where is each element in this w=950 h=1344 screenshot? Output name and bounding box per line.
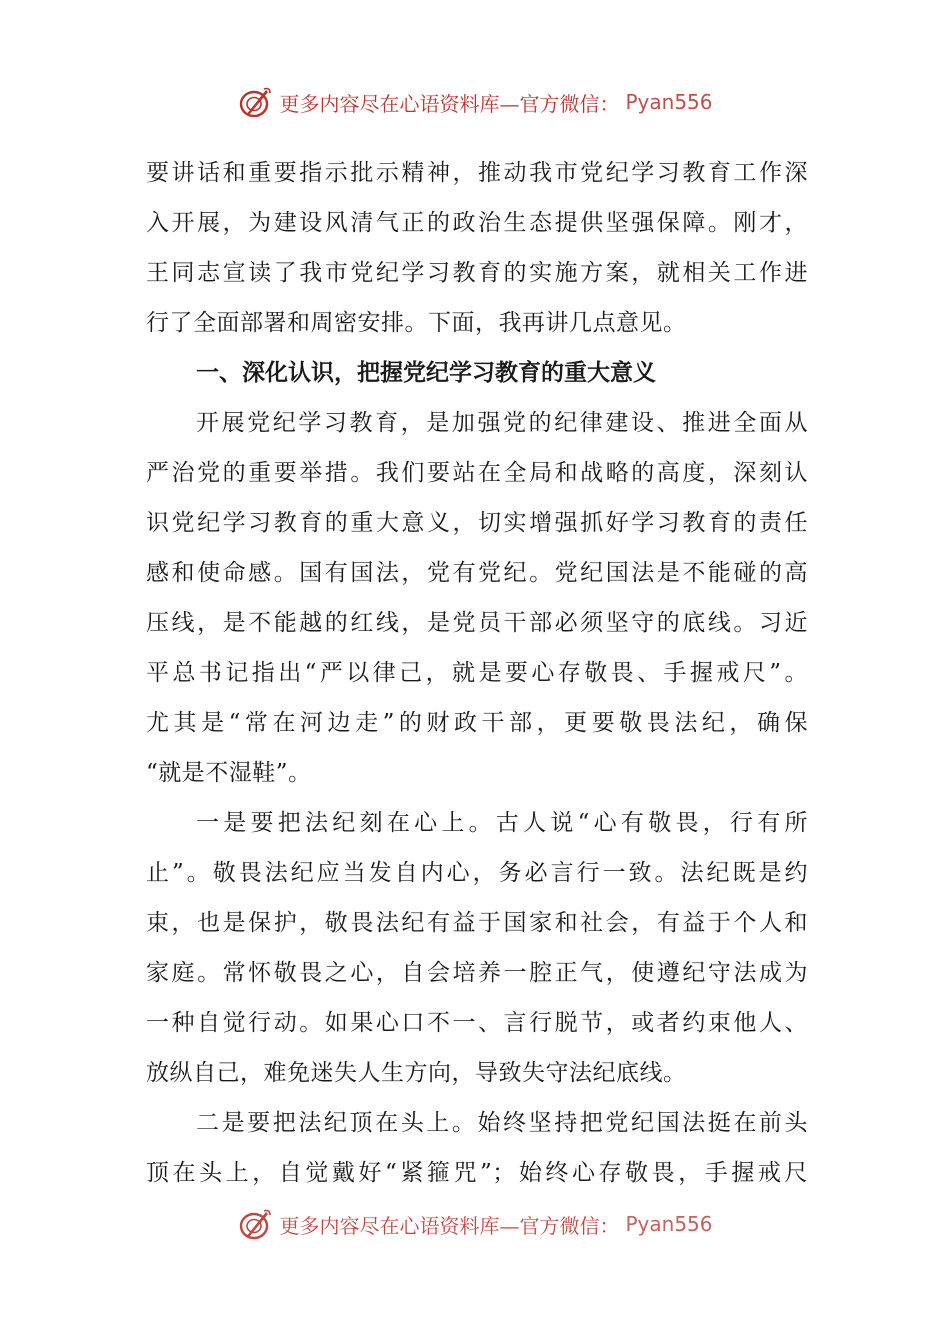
watermark-wechat-id: Pyan556 — [625, 90, 713, 114]
text-line: 二是要把法纪顶在头上。始终坚持把党纪国法挺在前头 — [196, 1110, 808, 1136]
section-heading — [146, 348, 808, 398]
paragraph — [146, 398, 808, 798]
text-line: 压线，是不能越的红线，是党员干部必须坚守的底线。习近 — [146, 610, 808, 636]
text-line: 行了全面部署和周密安排。下面，我再讲几点意见。 — [146, 310, 687, 336]
text-line: 止”。敬畏法纪应当发自内心，务必言行一致。法纪既是约 — [146, 860, 808, 886]
text-line: 王同志宣读了我市党纪学习教育的实施方案，就相关工作进 — [146, 260, 808, 286]
text-line: 开展党纪学习教育，是加强党的纪律建设、推进全面从 — [196, 410, 808, 436]
text-line: 入开展，为建设风清气正的政治生态提供坚强保障。刚才， — [146, 210, 808, 236]
paragraph — [146, 798, 808, 1098]
text-line: 严治党的重要举措。我们要站在全局和战略的高度，深刻认 — [146, 460, 808, 486]
text-line: 感和使命感。国有国法，党有党纪。党纪国法是不能碰的高 — [146, 560, 808, 586]
watermark-text: 更多内容尽在心语资料库—官方微信： — [279, 1213, 620, 1238]
text-line: 一种自觉行动。如果心口不一、言行脱节，或者约束他人、 — [146, 1010, 808, 1036]
watermark-text: 更多内容尽在心语资料库—官方微信： — [279, 91, 620, 116]
document-body — [146, 148, 808, 1198]
text-line: 放纵自己，难免迷失人生方向，导致失守法纪底线。 — [146, 1060, 687, 1086]
watermark-banner-top — [0, 84, 950, 120]
text-line: 一是要把法纪刻在心上。古人说“心有敬畏，行有所 — [196, 810, 808, 836]
paragraph — [146, 1098, 808, 1198]
watermark-wechat-id: Pyan556 — [625, 1212, 713, 1236]
text-line: 平总书记指出“严以律己，就是要心存敬畏、手握戒尺”。 — [146, 660, 808, 686]
text-line: 识党纪学习教育的重大意义，切实增强抓好学习教育的责任 — [146, 510, 808, 536]
text-line: 顶在头上，自觉戴好“紧箍咒”；始终心存敬畏，手握戒尺 — [146, 1160, 808, 1186]
text-line: 尤其是“常在河边走”的财政干部，更要敬畏法纪，确保 — [146, 710, 808, 736]
quill-logo-icon — [237, 1206, 273, 1242]
text-line: 一、深化认识，把握党纪学习教育的重大意义 — [196, 360, 656, 386]
text-line: 束，也是保护，敬畏法纪有益于国家和社会，有益于个人和 — [146, 910, 808, 936]
text-line: 家庭。常怀敬畏之心，自会培养一腔正气，使遵纪守法成为 — [146, 960, 808, 986]
text-line: 要讲话和重要指示批示精神，推动我市党纪学习教育工作深 — [146, 160, 808, 186]
watermark-banner-bottom — [0, 1206, 950, 1242]
text-line: “就是不湿鞋”。 — [146, 760, 312, 786]
quill-logo-icon — [237, 84, 273, 120]
paragraph — [146, 148, 808, 348]
